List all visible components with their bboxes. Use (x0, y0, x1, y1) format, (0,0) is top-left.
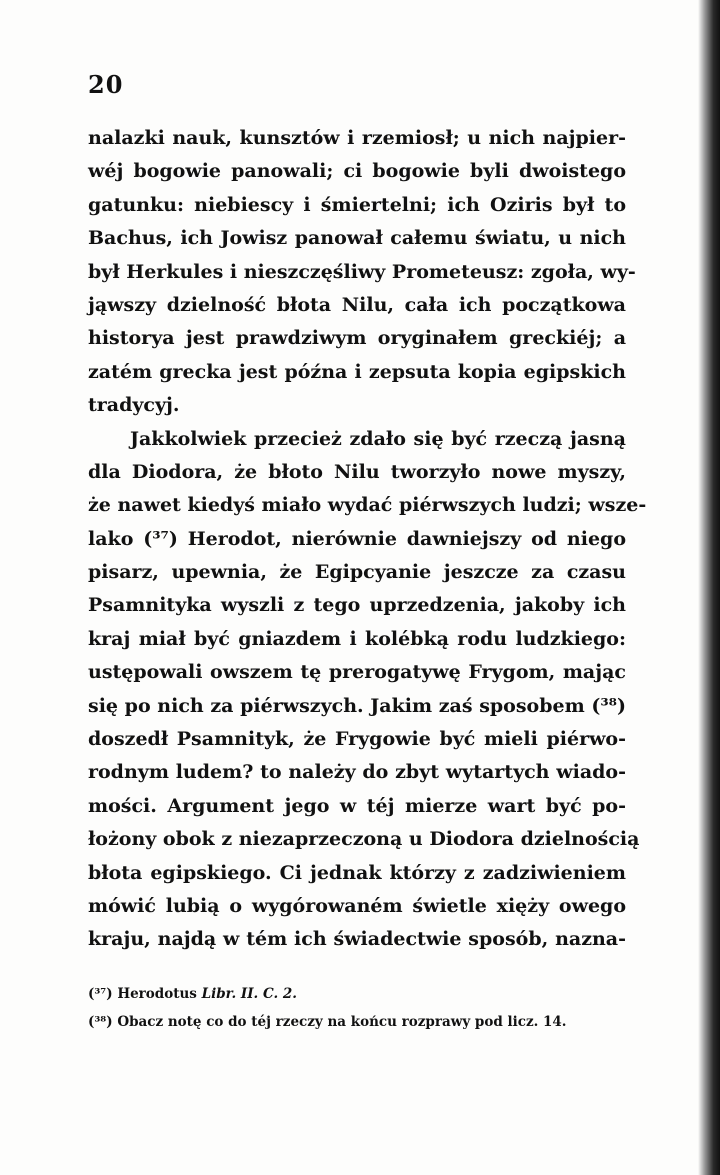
text-line: Bachus, ich Jowisz panował całemu światu, u nich (88, 227, 626, 250)
page-number: 20 (88, 70, 124, 99)
text-line: doszedł Psamnityk, że Frygowie być mieli piérwo- (88, 728, 626, 751)
text-line: jąwszy dzielność błota Nilu, cała ich początkowa (88, 293, 626, 316)
text-line: ustępowali owszem tę prerogatywę Frygom, mając (88, 661, 626, 684)
text-line: zatém grecka jest późna i zepsuta kopia egipskich (88, 360, 626, 383)
text-line: tradycyj. (88, 394, 180, 417)
text-line: był Herkules i nieszczęśliwy Prometeusz: zgoła, wy- (88, 260, 636, 283)
footnotes (88, 980, 628, 1036)
page-edge-shadow (698, 0, 720, 1175)
text-line: gatunku: niebiescy i śmiertelni; ich Oziris był to (88, 193, 626, 216)
footnote-marker: (³⁸) (88, 1014, 113, 1030)
text-line: łożony obok z niezaprzeczoną u Diodora dzielnością (88, 828, 640, 851)
text-line: pisarz, upewnia, że Egipcyanie jeszcze za czasu (88, 561, 626, 584)
footnote-marker: (³⁷) (88, 986, 113, 1002)
footnote-citation: Libr. II. C. 2. (201, 986, 297, 1002)
text-line: dla Diodora, że błoto Nilu tworzyło nowe myszy, (88, 460, 626, 483)
text-line: lako (³⁷) Herodot, nierównie dawniejszy od niego (88, 527, 626, 550)
text-line: nalazki nauk, kunsztów i rzemiosł; u nich najpier- (88, 127, 626, 149)
text-line: wéj bogowie panowali; ci bogowie byli dwoistego (88, 160, 626, 183)
text-line: kraju, najdą w tém ich świadectwie sposób, nazna- (88, 928, 626, 951)
text-line: kraj miał być gniazdem i kolébką rodu ludzkiego: (88, 627, 626, 650)
text-line: się po nich za piérwszych. Jakim zaś sposobem (³⁸) (88, 694, 626, 717)
text-line: mówić lubią o wygórowaném świetle xięży owego (88, 894, 626, 917)
footnote (88, 1008, 628, 1036)
text-line: że nawet kiedyś miało wydać piérwszych ludzi; wsze- (88, 494, 647, 517)
text-line: Psamnityka wyszli z tego uprzedzenia, jakoby ich (88, 594, 626, 617)
footnote-text: Obacz notę co do téj rzeczy na końcu rozprawy pod licz. 14. (117, 1014, 567, 1030)
text-line: rodnym ludem? to należy do zbyt wytartych wiado- (88, 761, 626, 784)
footnote (88, 980, 628, 1008)
text-line: błota egipskiego. Ci jednak którzy z zadziwieniem (88, 861, 626, 884)
text-line: mości. Argument jego w téj mierze wart być po- (88, 794, 626, 817)
text-line: historya jest prawdziwym oryginałem greckiéj; a (88, 327, 626, 350)
footnote-text: Herodotus (117, 986, 202, 1002)
paragraph-start-line: Jakkolwiek przecież zdało się być rzeczą jasną (130, 427, 626, 450)
body-text (88, 122, 647, 957)
